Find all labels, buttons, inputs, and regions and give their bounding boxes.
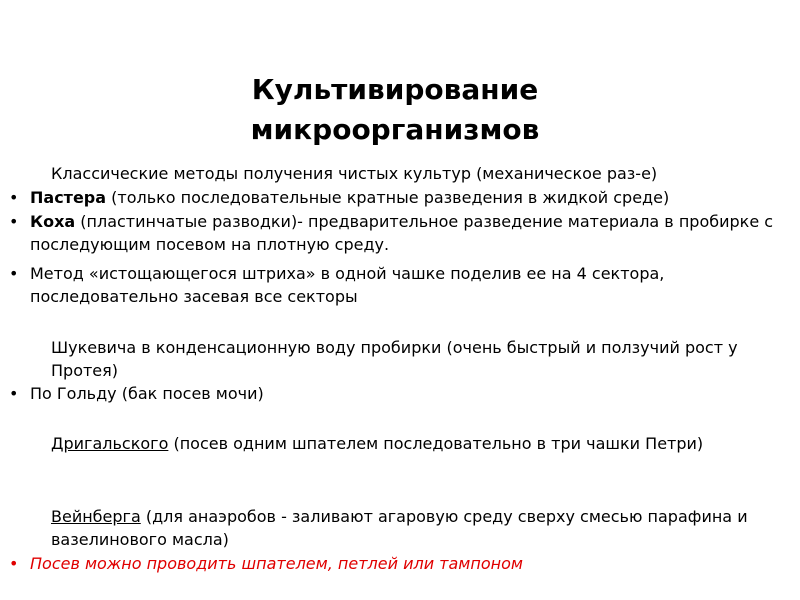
list-item-gold [9, 382, 790, 405]
method-name-koha: Коха [30, 212, 76, 231]
title-line-1: Культивирование [251, 73, 539, 106]
list-item-shukevich [30, 336, 791, 382]
slide-title [0, 70, 790, 150]
method-text-shukevich: Шукевича в конденсационную воду пробирки (очень быстрый и ползучий рост у Протея) [51, 338, 738, 380]
method-name-veinberg: Вейнберга [51, 507, 141, 526]
bullet-icon: • [9, 554, 19, 573]
method-text-drigalsky: (посев одним шпателем последовательно в три чашки Петри) [168, 434, 704, 453]
list-item-text: Классические методы получения чистых культур (механическое раз-е) [51, 164, 658, 183]
method-text-koha: (пластинчатые разводки)- предварительное разведение материала в пробирке с последующим посевом на плотную среду. [30, 212, 774, 254]
method-text-pastera: (только последовательные кратные разведения в жидкой среде) [106, 188, 670, 207]
list-item-note [9, 552, 790, 575]
list-item-classic-methods [30, 162, 791, 185]
method-name-pastera: Пастера [30, 188, 107, 207]
list-item-koha [9, 210, 790, 256]
list-item-veinberg [30, 505, 791, 551]
method-text-gold: По Гольду (бак посев мочи) [30, 384, 264, 403]
bullet-icon: • [9, 384, 19, 403]
bullet-icon: • [9, 264, 19, 283]
bullet-icon: • [9, 188, 19, 207]
method-text-veinberg: (для анаэробов - заливают агаровую среду сверху смесью парафина и вазелинового масла) [51, 507, 748, 549]
list-item-drigalsky [30, 432, 791, 455]
list-item-pastera [9, 186, 790, 209]
method-name-drigalsky: Дригальского [51, 434, 169, 453]
note-text: Посев можно проводить шпателем, петлей или тампоном [30, 554, 523, 573]
bullet-icon: • [9, 212, 19, 231]
method-text-streak: Метод «истощающегося штриха» в одной чашке поделив ее на 4 сектора, последовательно засевая все секторы [30, 264, 665, 306]
title-line-2: микроорганизмов [250, 113, 540, 146]
list-item-streak [9, 262, 790, 308]
